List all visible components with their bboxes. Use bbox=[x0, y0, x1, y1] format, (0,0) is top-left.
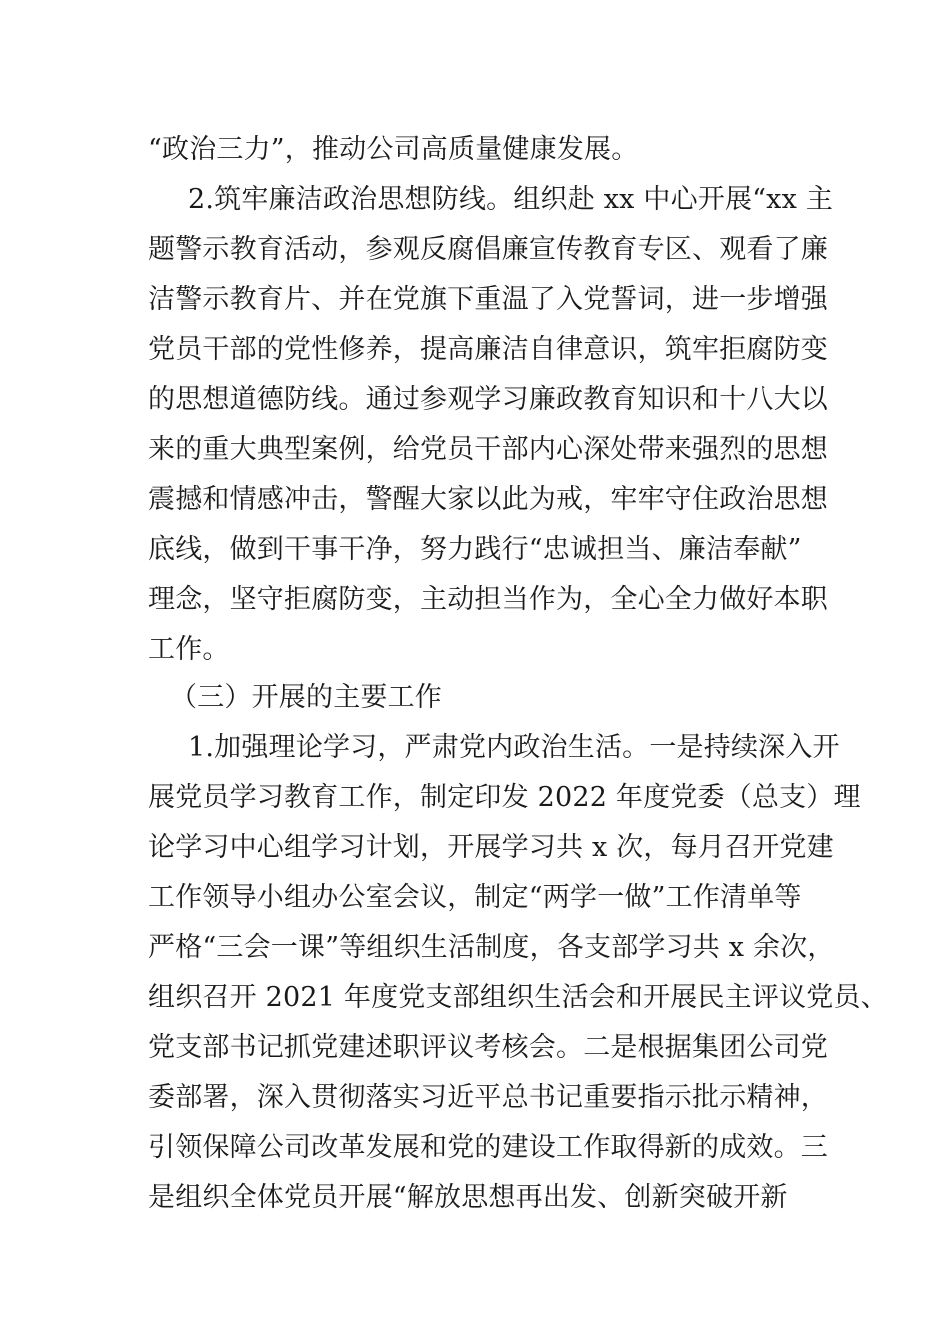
text-line: 2.筑牢廉洁政治思想防线。组织赴 xx 中心开展“xx 主 bbox=[188, 184, 834, 215]
text-line: 党支部书记抓党建述职评议考核会。二是根据集团公司党 bbox=[148, 1032, 828, 1063]
text-line: 工作。 bbox=[148, 634, 230, 665]
text-line: “政治三力”，推动公司高质量健康发展。 bbox=[148, 134, 639, 165]
text-line: 党员干部的党性修养，提高廉洁自律意识，筑牢拒腐防变 bbox=[148, 334, 828, 365]
text-line: 理念，坚守拒腐防变，主动担当作为，全心全力做好本职 bbox=[148, 584, 828, 615]
text-line: 洁警示教育片、并在党旗下重温了入党誓词，进一步增强 bbox=[148, 284, 828, 315]
text-line: 底线，做到干事干净，努力践行“忠诚担当、廉洁奉献” bbox=[148, 534, 802, 565]
text-line: 工作领导小组办公室会议，制定“两学一做”工作清单等 bbox=[148, 882, 802, 913]
text-line: 论学习中心组学习计划，开展学习共 x 次，每月召开党建 bbox=[148, 832, 834, 863]
text-line: 严格“三会一课”等组织生活制度，各支部学习共 x 余次， bbox=[148, 932, 835, 963]
text-line: 1.加强理论学习，严肃党内政治生活。一是持续深入开 bbox=[188, 732, 840, 763]
text-line: 是组织全体党员开展“解放思想再出发、创新突破开新 bbox=[148, 1182, 788, 1213]
text-line: 委部署，深入贯彻落实习近平总书记重要指示批示精神， bbox=[148, 1082, 828, 1113]
text-line: 震撼和情感冲击，警醒大家以此为戒，牢牢守住政治思想 bbox=[148, 484, 828, 515]
section-heading: （三）开展的主要工作 bbox=[170, 682, 442, 713]
text-line: 引领保障公司改革发展和党的建设工作取得新的成效。三 bbox=[148, 1132, 828, 1163]
text-line: 组织召开 2021 年度党支部组织生活会和开展民主评议党员、 bbox=[148, 982, 888, 1013]
text-line: 题警示教育活动，参观反腐倡廉宣传教育专区、观看了廉 bbox=[148, 234, 828, 265]
text-line: 展党员学习教育工作，制定印发 2022 年度党委（总支）理 bbox=[148, 782, 861, 813]
text-line: 的思想道德防线。通过参观学习廉政教育知识和十八大以 bbox=[148, 384, 828, 415]
text-line: 来的重大典型案例，给党员干部内心深处带来强烈的思想 bbox=[148, 434, 828, 465]
